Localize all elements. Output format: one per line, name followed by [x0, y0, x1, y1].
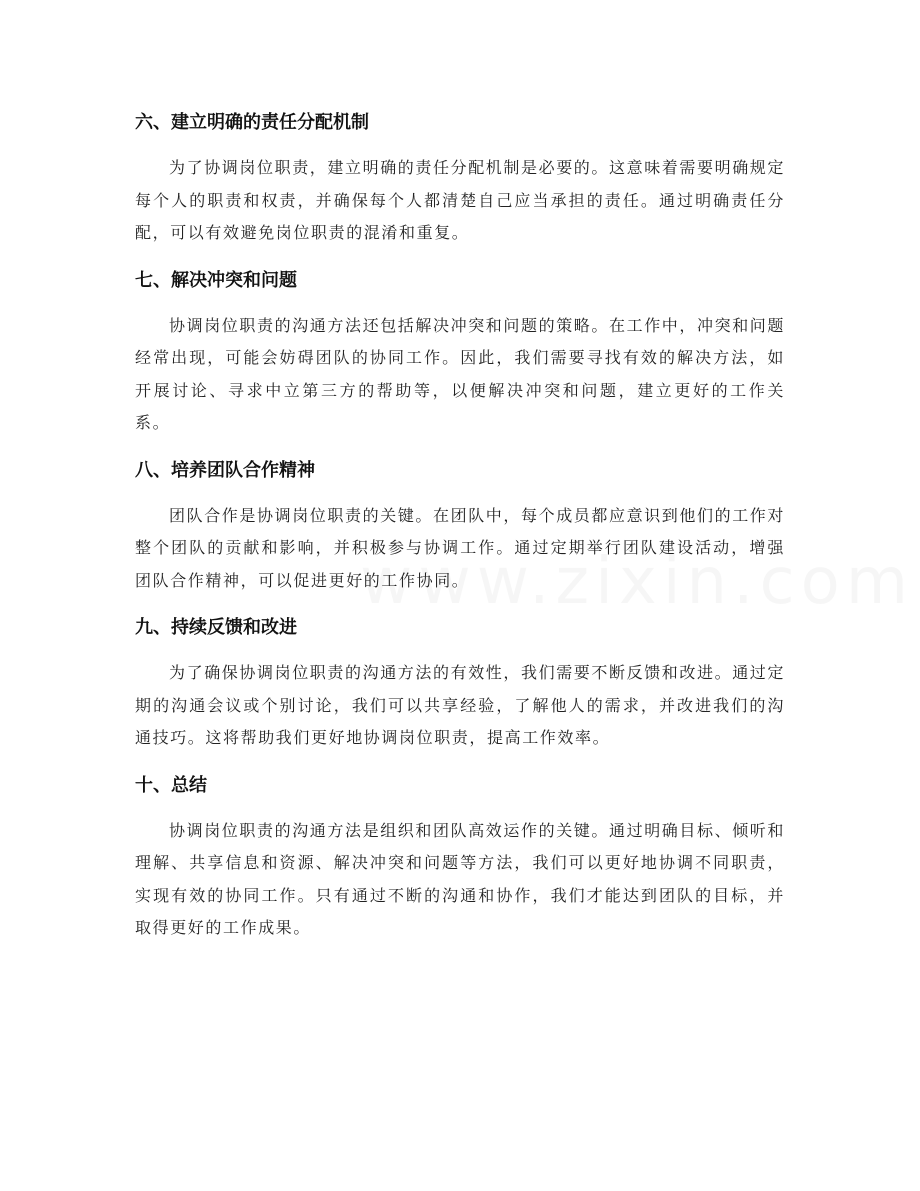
section-10 — [135, 769, 785, 945]
section-heading: 九、持续反馈和改进 — [135, 617, 297, 638]
section-6 — [135, 106, 785, 250]
section-paragraph: 团队合作是协调岗位职责的关键。在团队中，每个成员都应意识到他们的工作对整个团队的贡献和影响，并积极参与协调工作。通过定期举行团队建设活动，增强团队合作精神，可以促进更好的工作协同。 — [135, 505, 786, 590]
section-heading: 六、建立明确的责任分配机制 — [135, 112, 369, 133]
section-heading: 十、总结 — [135, 774, 207, 796]
document-content — [135, 106, 785, 959]
section-7 — [135, 264, 785, 440]
section-paragraph: 为了协调岗位职责，建立明确的责任分配机制是必要的。这意味着需要明确规定每个人的职责和权责，并确保每个人都清楚自己应当承担的责任。通过明确责任分配，可以有效避免岗位职责的混淆和重复。 — [135, 158, 786, 242]
section-paragraph: 协调岗位职责的沟通方法还包括解决冲突和问题的策略。在工作中，冲突和问题经常出现，可能会妨碍团队的协同工作。因此，我们需要寻找有效的解决方法，如开展讨论、寻求中立第三方的帮助等，以便解决冲突和问题，建立更好的工作关系。 — [135, 315, 786, 432]
section-8 — [135, 454, 785, 598]
section-paragraph: 为了确保协调岗位职责的沟通方法的有效性，我们需要不断反馈和改进。通过定期的沟通会议或个别讨论，我们可以共享经验，了解他人的需求，并改进我们的沟通技巧。这将帮助我们更好地协调岗位职责，提高工作效率。 — [135, 663, 786, 747]
section-heading: 七、解决冲突和问题 — [135, 269, 297, 291]
section-9 — [135, 611, 785, 755]
section-heading: 八、培养团队合作精神 — [135, 459, 315, 481]
section-paragraph: 协调岗位职责的沟通方法是组织和团队高效运作的关键。通过明确目标、倾听和理解、共享信息和资源、解决冲突和问题等方法，我们可以更好地协调不同职责，实现有效的协同工作。只有通过不断的沟通和协作，我们才能达到团队的目标，并取得更好的工作成果。 — [135, 820, 786, 937]
